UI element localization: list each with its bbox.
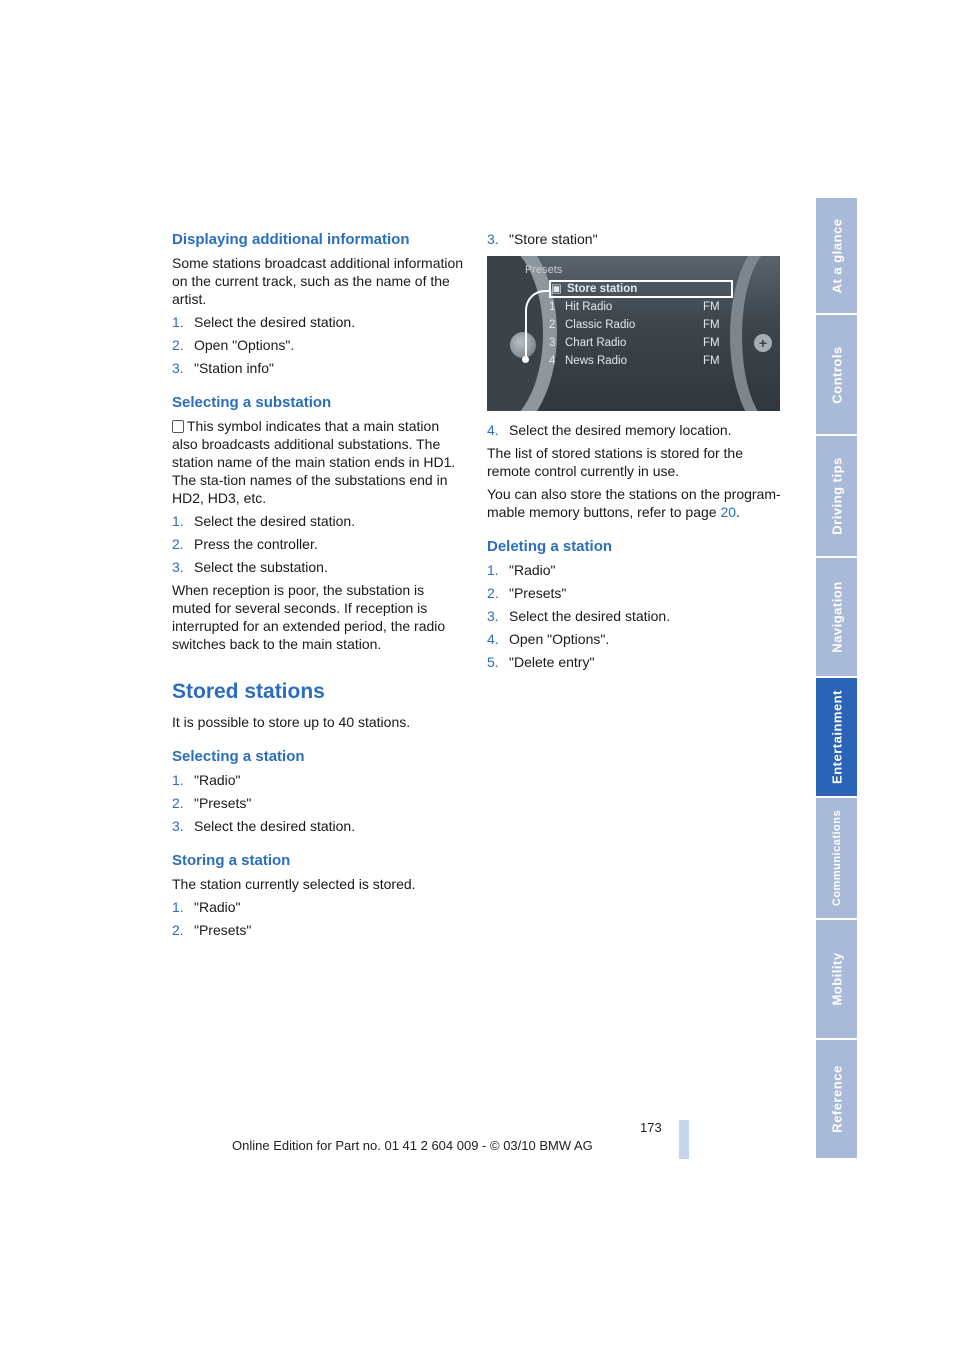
preset-row: 3 Chart Radio FM (549, 337, 720, 349)
list-item: 3. Select the desired station. (487, 608, 671, 624)
tab-entertainment[interactable]: Entertainment (816, 678, 857, 798)
step-list (172, 313, 464, 377)
preset-row: 1 Hit Radio FM (549, 301, 720, 313)
list-item: 2. "Presets" (487, 585, 567, 601)
tab-navigation[interactable]: Navigation (816, 558, 857, 678)
heading-selecting-a-substation: Selecting a substation (172, 394, 332, 411)
tab-mobility[interactable]: Mobility (816, 920, 857, 1040)
list-item: 1. "Radio" (172, 772, 241, 788)
list-item: 2. "Presets" (172, 795, 252, 811)
paragraph: The station currently selected is stored. (172, 876, 416, 892)
tab-at-a-glance[interactable]: At a glance (816, 198, 857, 315)
right-column (487, 230, 782, 676)
list-item: 3. Select the desired station. (172, 818, 356, 834)
chapter-sidebar (816, 198, 857, 1160)
list-item: 2. Open "Options". (172, 337, 295, 353)
heading-storing-a-station: Storing a station (172, 852, 291, 869)
pointer-dot (522, 356, 529, 363)
paragraph: When reception is poor, the substation is muted for several seconds. If reception is interrupted for an extended period, the radio switches back to the main station. (172, 582, 446, 652)
hd-symbol-icon (172, 420, 184, 433)
page-number: 173 (640, 1120, 662, 1135)
tab-communications[interactable]: Communications (816, 798, 857, 920)
step-list (172, 898, 464, 939)
list-item: 1. "Radio" (487, 562, 556, 578)
right-ring (730, 256, 780, 411)
step-list (172, 771, 464, 835)
screen-title: Presets (525, 264, 563, 276)
page-reference-link[interactable]: 20 (720, 504, 737, 520)
preset-row: 2 Classic Radio FM (549, 319, 720, 331)
list-item: 3. Select the substation. (172, 559, 328, 575)
tab-reference[interactable]: Reference (816, 1040, 857, 1160)
left-column (172, 230, 464, 944)
list-item: 1. Select the desired station. (172, 513, 356, 529)
paragraph: This symbol indicates that a main station also broadcasts additional substations. The station name of the main station ends in HD1. The sta-tion names of the substations end in HD2, HD3, etc. (172, 418, 456, 506)
heading-displaying-additional-information: Displaying additional information (172, 231, 410, 248)
list-item: 5. "Delete entry" (487, 654, 595, 670)
list-item: 4. Open "Options". (487, 631, 610, 647)
paragraph: Some stations broadcast additional information on the current track, such as the name of the artist. (172, 255, 464, 307)
step-list (487, 421, 782, 439)
tab-controls[interactable]: Controls (816, 315, 857, 436)
list-item: 1. Select the desired station. (172, 314, 356, 330)
list-item: 1. "Radio" (172, 899, 241, 915)
heading-selecting-a-station: Selecting a station (172, 748, 305, 765)
page-marker-bar (679, 1120, 689, 1159)
list-item: 4. Select the desired memory location. (487, 422, 732, 438)
list-item: 3. "Store station" (487, 231, 598, 247)
heading-deleting-a-station: Deleting a station (487, 538, 613, 555)
list-item: 2. "Presets" (172, 922, 252, 938)
preset-row: 4 News Radio FM (549, 355, 720, 367)
plus-icon: + (754, 334, 772, 352)
step-list (487, 230, 782, 248)
list-item: 2. Press the controller. (172, 536, 318, 552)
list-item: 3. "Station info" (172, 360, 274, 376)
step-list (487, 561, 782, 671)
tab-driving-tips[interactable]: Driving tips (816, 436, 857, 558)
presets-screen-figure (487, 256, 780, 411)
store-station-row: ▣ Store station (549, 280, 733, 298)
pointer-line (525, 290, 551, 360)
paragraph: It is possible to store up to 40 stations. (172, 714, 411, 730)
step-list (172, 512, 464, 576)
footer-edition-text: Online Edition for Part no. 01 41 2 604 009 - © 03/10 BMW AG (232, 1138, 593, 1153)
paragraph: The list of stored stations is stored for the remote control currently in use. (487, 445, 744, 479)
presets-menu (549, 280, 733, 370)
heading-stored-stations: Stored stations (172, 680, 325, 703)
paragraph: You can also store the stations on the program-mable memory buttons, refer to page 20. (487, 486, 781, 520)
store-icon: ▣ (551, 283, 562, 295)
